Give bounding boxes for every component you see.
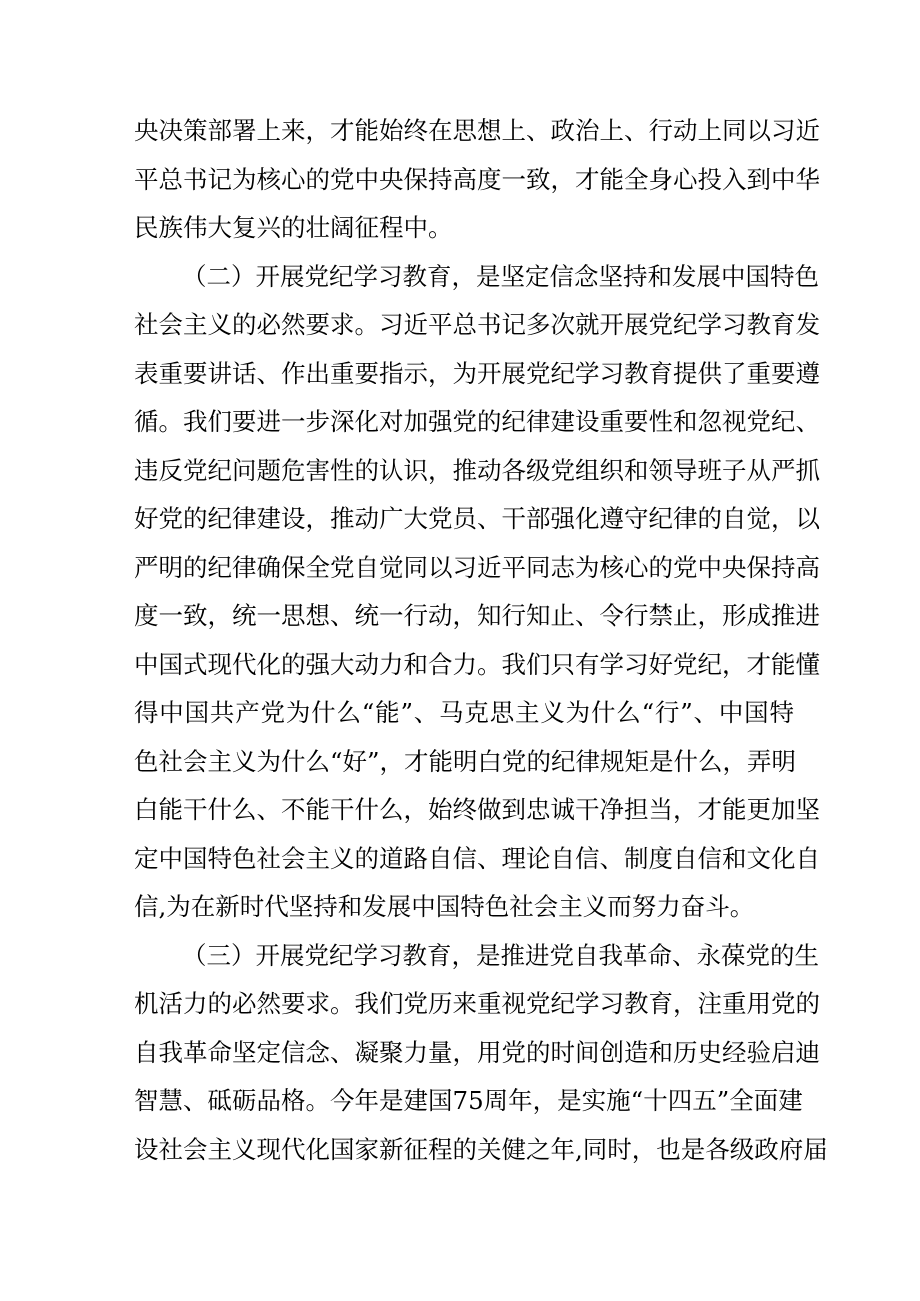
text-line: 社会主义的必然要求。习近平总书记多次就开展党纪学习教育发 bbox=[134, 310, 820, 339]
text-line: 度一致，统一思想、统一行动，知行知止、令行禁止，形成推进 bbox=[134, 601, 820, 630]
text-line: 民族伟大复兴的壮阔征程中。 bbox=[134, 213, 453, 242]
text-line: 严明的纪律确保全党自觉同以习近平同志为核心的党中央保持高 bbox=[134, 553, 820, 582]
text-line: 设社会主义现代化国家新征程的关健之年,同时，也是各级政府届 bbox=[134, 1135, 828, 1164]
text-line: 色社会主义为什么“好”，才能明白党的纪律规矩是什么，弄明 bbox=[134, 747, 797, 776]
text-line: 平总书记为核心的党中央保持高度一致，才能全身心投入到中华 bbox=[134, 165, 820, 194]
text-line: 好党的纪律建设，推动广大党员、干部强化遵守纪律的自觉，以 bbox=[134, 504, 820, 533]
text-line: 循。我们要进一步深化对加强党的纪律建设重要性和忽视党纪、 bbox=[134, 407, 820, 436]
paragraph-first-line: （二）开展党纪学习教育，是坚定信念坚持和发展中国特色 bbox=[182, 262, 819, 291]
text-line: 中国式现代化的强大动力和合力。我们只有学习好党纪，才能懂 bbox=[134, 650, 820, 679]
text-line: 央决策部署上来，才能始终在思想上、政治上、行动上同以习近 bbox=[134, 116, 820, 145]
text-line: 表重要讲话、作出重要指示，为开展党纪学习教育提供了重要遵 bbox=[134, 359, 820, 388]
text-line: 违反党纪问题危害性的认识，推动各级党组织和领导班子从严抓 bbox=[134, 456, 820, 485]
text-line: 白能干什么、不能干什么，始终做到忠诚干净担当，才能更加坚 bbox=[134, 795, 820, 824]
text-line: 智慧、砥砺品格。今年是建国75周年，是实施“十四五”全面建 bbox=[134, 1086, 803, 1115]
text-line: 定中国特色社会主义的道路自信、理论自信、制度自信和文化自 bbox=[134, 844, 820, 873]
text-line: 信,为在新时代坚持和发展中国特色社会主义而努力奋斗。 bbox=[134, 892, 755, 921]
text-line: 自我革命坚定信念、凝聚力量，用党的时间创造和历史经验启迪 bbox=[134, 1038, 820, 1067]
text-line: 得中国共产党为什么“能”、马克思主义为什么“行”、中国特 bbox=[134, 698, 794, 727]
paragraph-first-line: （三）开展党纪学习教育，是推进党自我革命、永葆党的生 bbox=[182, 941, 819, 970]
text-line: 机活力的必然要求。我们党历来重视党纪学习教育，注重用党的 bbox=[134, 989, 820, 1018]
